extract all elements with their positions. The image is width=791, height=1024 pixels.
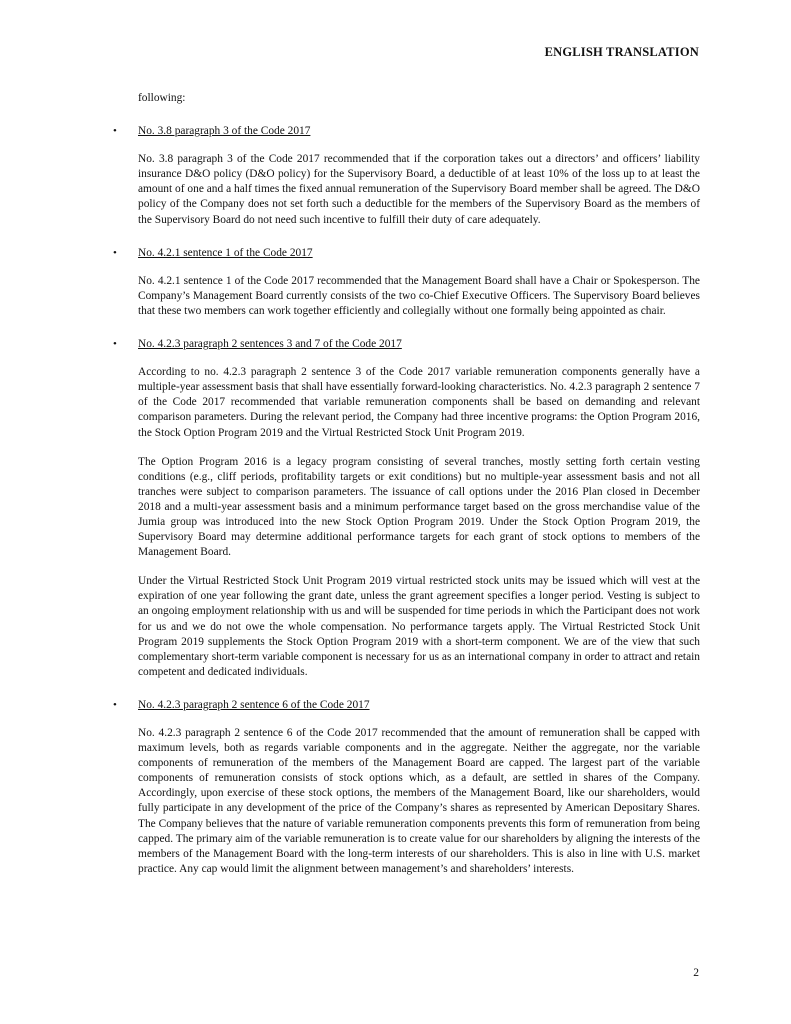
section-bullet-item [113,337,700,352]
section-bullet-item [113,698,700,713]
section-heading: No. 4.2.1 sentence 1 of the Code 2017 [138,246,313,259]
document-body [113,91,700,891]
section-4-2-1 [113,246,700,319]
translation-header: ENGLISH TRANSLATION [544,45,699,59]
section-4-2-3-s6 [113,698,700,877]
section-paragraph: According to no. 4.2.3 paragraph 2 sentence 3 of the Code 2017 variable remuneration components generally have a multiple-year assessment basis that shall have essentially forward-looking characteristics. No. 4.2.3 paragraph 2 sentence 7 of the Code 2017 recommended that variable remuneration components shall be based on demanding and relevant comparison parameters. During the relevant period, the Company had three incentive programs: the Option Program 2016, the Stock Option Program 2019 and the Virtual Restricted Stock Unit Program 2019. [138,366,700,439]
section-bullet-item [113,246,700,261]
section-heading: No. 4.2.3 paragraph 2 sentence 6 of the Code 2017 [138,698,370,711]
page-number: 2 [693,967,699,979]
section-bullet-item [113,124,700,139]
section-paragraph: The Option Program 2016 is a legacy program consisting of several tranches, mostly setting forth certain vesting conditions (e.g., cliff periods, profitability targets or exit conditions) but no multiple-year assessment basis and not all tranches were subject to comparison parameters. The issuance of call options under the 2016 Plan closed in December 2018 and a multi-year assessment basis and a minimum performance target based on the gross merchandise value of the Jumia group was introduced into the new Stock Option Program 2019. Under the Stock Option Program 2019, the Supervisory Board may determine additional performance targets for each grant of stock options to members of the Management Board. [138,455,700,559]
bullet-icon: • [113,246,117,259]
section-3-8 [113,124,700,228]
bullet-icon: • [113,125,117,138]
lead-text: following: [138,92,186,104]
bullet-icon: • [113,338,117,351]
section-paragraph: No. 4.2.3 paragraph 2 sentence 6 of the Code 2017 recommended that the amount of remuneration shall be capped with maximum levels, both as regards variable components and in the aggregate. Neither the aggregate, nor the variable components of remuneration of the members of the Management Board are capped. The largest part of the variable components of remuneration consists of stock options which, as a default, are settled in shares of the Company. Accordingly, upon exercise of these stock options, the members of the Management Board, like our shareholders, would fully participate in any development of the price of the Company’s shares as represented by American Depositary Shares. The Company believes that the nature of variable remuneration components prevents this form of remuneration from being capped. The primary aim of the variable remuneration is to create value for our shareholders by aligning the interests of the members of the Management Board with the long-term interests of our shareholders. This is also in line with U.S. market practice. Any cap would limit the alignment between management’s and shareholders’ interests. [138,727,700,875]
section-heading: No. 4.2.3 paragraph 2 sentences 3 and 7 of the Code 2017 [138,338,402,351]
section-4-2-3-s3-s7 [113,337,700,680]
section-paragraph: No. 4.2.1 sentence 1 of the Code 2017 recommended that the Management Board shall have a Chair or Spokesperson. The Company’s Management Board currently consists of the two co-Chief Executive Officers. The Supervisory Board believes that these two members can work together efficiently and collegially without one formally being appointed as chair. [138,274,700,317]
section-paragraph: No. 3.8 paragraph 3 of the Code 2017 recommended that if the corporation takes out a directors’ and officers’ liability insurance D&O policy (D&O policy) for the Supervisory Board, a deductible of at least 10% of the loss up to at least the amount of one and a half times the fixed annual remuneration of the Supervisory Board member shall be agreed. The D&O policy of the Company does not set forth such a deductible for the members of the Supervisory Board as the members of the Supervisory Board do not need such incentive to fulfill their duty of care adequately. [138,153,700,226]
section-paragraph: Under the Virtual Restricted Stock Unit Program 2019 virtual restricted stock units may be issued which will vest at the expiration of one year following the grant date, unless the grant agreement specifies a longer period. Vesting is subject to an ongoing employment relationship with us and will be suspended for time periods in which the Participant does not work for us and we do not owe the whole compensation. No performance targets apply. The Virtual Restricted Stock Unit Program 2019 supplements the Stock Option Program 2019 with a short-term component. We are of the view that such complementary short-term variable component is necessary for us as an international company in order to attract and retain competent and dedicated individuals. [138,575,700,678]
bullet-icon: • [113,698,117,711]
section-heading: No. 3.8 paragraph 3 of the Code 2017 [138,125,311,138]
